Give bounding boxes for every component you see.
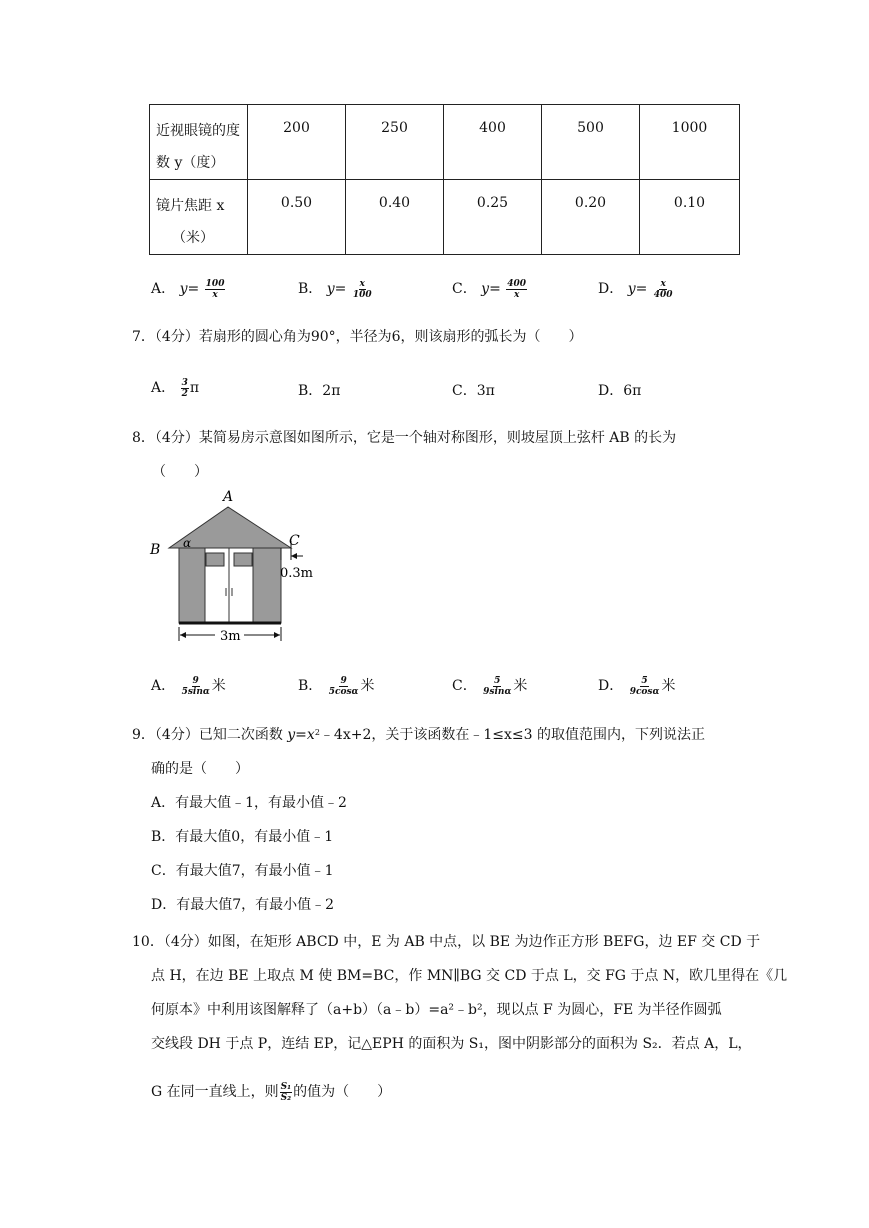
q9-stem-line2: 确的是（ ） — [151, 761, 249, 777]
fraction — [352, 279, 373, 300]
q10-line5-start: G 在同一直线上，则 — [151, 1084, 279, 1100]
door-window-left — [206, 553, 224, 566]
header-line: 数 y（度） — [156, 155, 225, 171]
label-a: A — [223, 489, 234, 505]
q8-option-c[interactable] — [452, 675, 527, 697]
option-letter: D． — [598, 281, 624, 297]
q9-option-a[interactable]: A．有最大值﹣1，有最小值﹣2 — [151, 795, 347, 811]
option-letter: A． — [151, 678, 176, 694]
fraction-numerator: 5 — [494, 675, 501, 686]
fraction — [181, 676, 211, 697]
fraction-numerator: 3 — [181, 377, 188, 388]
fraction-denominator: 5sinα — [181, 686, 210, 697]
q10-line4: 交线段 DH 于点 P，连结 EP，记△EPH 的面积为 S₁，图中阴影部分的面积为 S₂．若点 A，L， — [151, 1036, 752, 1052]
door-window-right — [234, 553, 252, 566]
q8-option-d[interactable] — [598, 675, 675, 697]
fraction — [280, 1082, 292, 1103]
fraction-denominator: x — [513, 289, 520, 300]
option-letter: B． — [298, 678, 323, 694]
option-letter: D． — [598, 678, 624, 694]
option-text: 6π — [623, 383, 642, 399]
arrow-icon — [291, 553, 297, 559]
fraction-numerator: 100 — [205, 278, 225, 289]
q10-line3: 何原本》中利用该图解释了（a+b）（a﹣b）=a²﹣b²，现以点 F 为圆心，FE 为半径作圆弧 — [151, 1002, 722, 1018]
data-table — [149, 104, 740, 255]
option-lhs: y= — [179, 281, 200, 297]
q9-option-b[interactable]: B．有最大值0，有最小值﹣1 — [151, 829, 334, 845]
q9-option-d[interactable]: D．有最大值7，有最小值﹣2 — [151, 897, 335, 913]
option-suffix: 米 — [360, 678, 375, 694]
option-letter: C． — [452, 383, 477, 399]
table-cell: 0.25 — [444, 180, 542, 255]
table-header-cell — [150, 180, 248, 255]
table-cell: 0.40 — [346, 180, 444, 255]
label-overhang: 0.3m — [280, 566, 314, 581]
label-c: C — [289, 533, 300, 549]
q10-line1: 10．（4分）如图，在矩形 ABCD 中，E 为 AB 中点，以 BE 为边作正方形 BEFG，边 EF 交 CD 于 — [132, 934, 761, 950]
option-lhs: y= — [481, 281, 501, 297]
table-cell: 0.20 — [542, 180, 640, 255]
q7-option-b[interactable] — [298, 380, 340, 400]
option-letter: A． — [151, 380, 176, 396]
q8-option-a[interactable] — [151, 675, 226, 697]
q8-option-b[interactable] — [298, 675, 375, 697]
table-cell: 400 — [444, 105, 542, 180]
fraction-denominator: 9sinα — [483, 686, 512, 697]
option-letter: C． — [452, 678, 477, 694]
fraction — [653, 279, 674, 300]
table-cell: 0.10 — [640, 180, 740, 255]
fraction — [181, 378, 189, 399]
q6-option-a[interactable] — [151, 278, 226, 300]
option-suffix: π — [189, 380, 200, 396]
fraction-numerator: 400 — [507, 278, 527, 289]
option-letter: B． — [298, 281, 323, 297]
fraction — [629, 676, 661, 697]
option-lhs: y= — [326, 281, 347, 297]
table-cell: 500 — [542, 105, 640, 180]
q10-line5-end: 的值为（ ） — [293, 1084, 392, 1100]
table-cell: 0.50 — [248, 180, 346, 255]
label-alpha: α — [183, 536, 192, 550]
fraction — [482, 676, 512, 697]
option-suffix: 米 — [211, 678, 226, 694]
fraction-numerator: 5 — [641, 675, 648, 686]
option-suffix: 米 — [661, 678, 676, 694]
q9-stem-part: ﹣4x+2，关于该函数在﹣1≤x≤3 的取值范围内，下列说法正 — [319, 727, 705, 743]
option-letter: B． — [298, 383, 323, 399]
q9-option-c[interactable]: C．有最大值7，有最小值﹣1 — [151, 863, 334, 879]
q10-line5 — [151, 1075, 391, 1109]
header-line: 镜片焦距 x — [156, 198, 225, 214]
label-b: B — [150, 542, 161, 558]
option-text: 2π — [322, 383, 341, 399]
option-lhs: y= — [627, 281, 648, 297]
q6-option-b[interactable] — [298, 278, 374, 300]
fraction-denominator: 2 — [181, 388, 188, 399]
table-header-cell — [150, 105, 248, 180]
option-letter: D． — [598, 383, 624, 399]
fraction-numerator: S₁ — [280, 1081, 292, 1092]
label-width: 3m — [220, 629, 241, 644]
option-suffix: 米 — [513, 678, 528, 694]
fraction-numerator: x — [359, 278, 365, 289]
table-cell: 1000 — [640, 105, 740, 180]
q8-stem-line1: 8．（4分）某简易房示意图如图所示，它是一个轴对称图形，则坡屋顶上弦杆 AB 的长为 — [132, 430, 677, 446]
fraction-numerator: 9 — [340, 675, 347, 686]
table-row — [150, 105, 740, 180]
q10-line2: 点 H，在边 BE 上取点 M 使 BM=BC，作 MN∥BG 交 CD 于点 L，交 FG 于点 N，欧几里得在《几 — [151, 968, 788, 984]
q9-exponent: 2 — [314, 728, 320, 737]
fraction-denominator: 100 — [352, 289, 372, 300]
q7-option-a[interactable] — [151, 377, 199, 399]
table-cell: 250 — [346, 105, 444, 180]
q6-option-c[interactable] — [452, 278, 528, 300]
fraction-numerator: x — [660, 278, 666, 289]
q9-stem-line1 — [132, 718, 705, 752]
fraction-numerator: 9 — [192, 675, 199, 686]
q9-function: y=x — [287, 727, 315, 743]
header-line: （米） — [172, 230, 214, 246]
q9-stem-part: 9．（4分）已知二次函数 — [132, 727, 288, 743]
q6-option-d[interactable] — [598, 278, 675, 300]
fraction — [506, 279, 527, 300]
fraction-denominator: S₂ — [280, 1092, 292, 1103]
header-line: 近视眼镜的度 — [156, 123, 240, 139]
option-text: 3π — [476, 383, 495, 399]
q7-stem: 7．（4分）若扇形的圆心角为90°，半径为6，则该扇形的弧长为（ ） — [132, 329, 583, 345]
q7-option-d[interactable] — [598, 380, 641, 400]
fraction-denominator: 400 — [653, 289, 673, 300]
q8-stem-line2: （ ） — [152, 464, 208, 480]
arrow-icon — [180, 632, 186, 638]
option-letter: C． — [452, 281, 477, 297]
q7-option-c[interactable] — [452, 380, 495, 400]
arrow-icon — [274, 632, 280, 638]
table-cell: 200 — [248, 105, 346, 180]
option-letter: A． — [151, 281, 176, 297]
fraction — [205, 279, 226, 300]
table-row — [150, 180, 740, 255]
fraction-denominator: 9cosα — [629, 686, 660, 697]
house-figure — [145, 485, 325, 650]
fraction-denominator: x — [212, 289, 218, 300]
fraction-denominator: 5cosα — [328, 686, 359, 697]
fraction — [328, 676, 360, 697]
